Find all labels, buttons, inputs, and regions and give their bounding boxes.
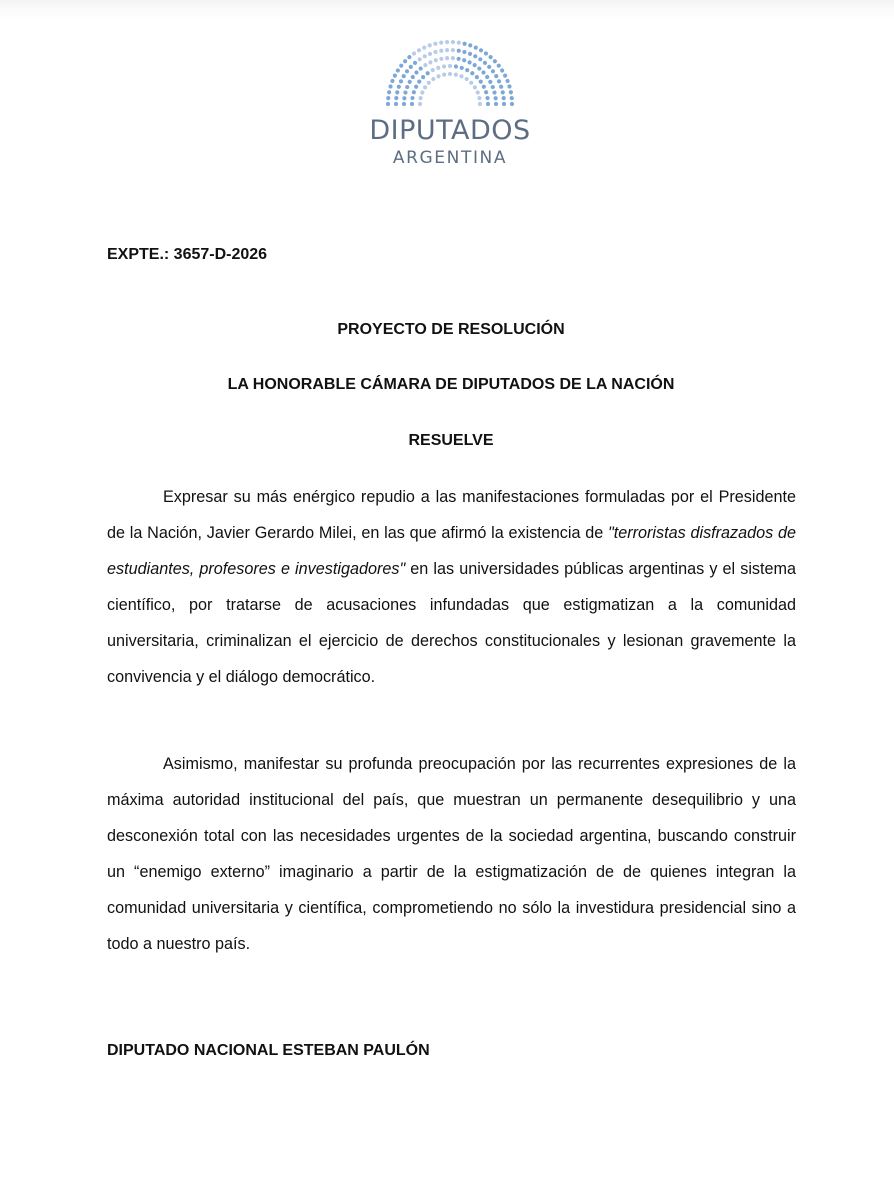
seat-dot — [414, 85, 418, 89]
seat-dot — [462, 58, 466, 62]
seat-dot — [439, 49, 443, 53]
seat-dot — [427, 81, 431, 85]
seat-dot — [469, 81, 473, 85]
seat-dot — [407, 55, 411, 59]
seat-dot — [473, 54, 477, 58]
seat-dot — [460, 66, 464, 70]
seat-dot — [477, 96, 481, 100]
seat-dot — [485, 96, 489, 100]
seat-dot — [388, 84, 392, 88]
seat-dot — [418, 96, 422, 100]
seat-dot — [418, 102, 422, 106]
seat-dot — [477, 66, 481, 70]
seat-dot — [494, 96, 498, 100]
seat-dot — [457, 49, 461, 53]
seat-dot — [423, 63, 427, 67]
seat-dot — [503, 73, 507, 77]
seat-dot — [479, 48, 483, 52]
seat-dot — [478, 57, 482, 61]
seat-dot — [451, 56, 455, 60]
seat-dot — [414, 70, 418, 74]
seat-dot — [473, 63, 477, 67]
seat-dot — [390, 79, 394, 83]
seat-dot — [386, 102, 390, 106]
paragraph-1-intro: Expresar su más enérgico repudio a las manifestaciones formuladas por el Presidente de la Nación, Javier Gerardo Milei, en las que afirmó la existencia de — [107, 488, 796, 542]
seat-dot — [428, 52, 432, 56]
seat-dot — [420, 90, 424, 94]
chamber-heading: LA HONORABLE CÁMARA DE DIPUTADOS DE LA NACIÓN — [227, 376, 675, 393]
seat-dot — [396, 68, 400, 72]
paragraph-1-quote: "terroristas disfrazados de estudiantes, profesores e investigadores" — [107, 524, 797, 578]
resolution-paragraph-2: Asimismo, manifestar su profunda preocupación por las recurrentes expresiones de la máxima autoridad institucional del país, que muestran un permanente desequilibrio y una desconexión total con las necesidades urgentes de la sociedad argentina, buscando construir un “enemigo externo” imaginario a partir de la estigmatización de de quienes integran la comunidad universitaria y científica, comprometiendo no sólo la investidura presidencial sino a todo a nuestro país. — [107, 755, 796, 953]
seat-dot — [411, 75, 415, 79]
seat-dot — [497, 64, 501, 68]
seat-dot — [431, 77, 435, 81]
seat-dot — [484, 51, 488, 55]
seat-dot — [474, 46, 478, 50]
seat-dot — [403, 59, 407, 63]
seat-dot — [457, 41, 461, 45]
seat-dot — [434, 58, 438, 62]
seat-dot — [423, 85, 427, 89]
seat-dot — [499, 85, 503, 89]
seat-dot — [445, 56, 449, 60]
seat-dot — [507, 84, 511, 88]
seat-dot — [491, 69, 495, 73]
paragraph-1-rest: en las universidades públicas argentinas y el sistema científico, por tratarse de acusaciones infundadas que estigmatizan a la comunidad universitaria, criminalizan el ejercicio de derechos constitucionales y lesionan gravemente la convivencia y el diálogo democrático. — [107, 560, 796, 686]
seat-dot — [402, 74, 406, 78]
seat-dot — [397, 85, 401, 89]
seat-dot — [492, 90, 496, 94]
seat-dot — [448, 72, 452, 76]
resolution-paragraph-1 — [107, 479, 796, 695]
seat-dot — [442, 64, 446, 68]
seat-dot — [465, 77, 469, 81]
logo-title: DIPUTADOS — [369, 115, 531, 146]
seat-dot — [413, 61, 417, 65]
seat-dot — [488, 80, 492, 84]
seat-dot — [491, 85, 495, 89]
seat-dot — [395, 90, 399, 94]
seat-dot — [428, 43, 432, 47]
seat-dot — [486, 102, 490, 106]
seat-dot — [421, 75, 425, 79]
seat-dot — [451, 48, 455, 52]
document-type-heading: PROYECTO DE RESOLUCIÓN — [337, 321, 565, 338]
seat-dot — [478, 102, 482, 106]
seat-dot — [405, 69, 409, 73]
signature-line: DIPUTADO NACIONAL ESTEBAN PAULÓN — [107, 1042, 430, 1059]
file-number: EXPTE.: 3657-D-2026 — [107, 246, 268, 263]
seat-dot — [481, 70, 485, 74]
seat-dot — [418, 57, 422, 61]
seat-dot — [494, 102, 498, 106]
seat-dot — [386, 96, 390, 100]
seat-dot — [436, 66, 440, 70]
seat-dot — [394, 102, 398, 106]
seat-dot — [419, 66, 423, 70]
seat-dot — [482, 85, 486, 89]
seat-dot — [423, 54, 427, 58]
seat-dot — [483, 61, 487, 65]
seat-dot — [409, 65, 413, 69]
seat-dot — [399, 64, 403, 68]
seat-dot — [445, 40, 449, 44]
seat-dot — [402, 96, 406, 100]
seat-dot — [403, 90, 407, 94]
seat-dot — [500, 68, 504, 72]
seat-dot — [505, 79, 509, 83]
seat-dot — [439, 41, 443, 45]
seat-dot — [412, 90, 416, 94]
seat-dot — [489, 55, 493, 59]
seat-dot — [433, 42, 437, 46]
seat-dot — [442, 72, 446, 76]
seat-dot — [448, 64, 452, 68]
seat-dot — [468, 52, 472, 56]
seat-dot — [402, 102, 406, 106]
seat-dot — [454, 64, 458, 68]
seat-dot — [479, 80, 483, 84]
seat-dot — [399, 79, 403, 83]
seat-dot — [502, 96, 506, 100]
seat-dot — [470, 71, 474, 75]
chamber-arc-icon — [386, 36, 514, 106]
seat-dot — [387, 90, 391, 94]
seat-dot — [445, 48, 449, 52]
seat-dot — [476, 90, 480, 94]
seat-dot — [431, 68, 435, 72]
seat-dot — [475, 75, 479, 79]
resolve-heading: RESUELVE — [408, 432, 494, 449]
seat-dot — [439, 57, 443, 61]
seat-dot — [487, 65, 491, 69]
seat-dot — [501, 90, 505, 94]
seat-dot — [417, 48, 421, 52]
seat-dot — [462, 50, 466, 54]
seat-dot — [497, 79, 501, 83]
seat-dot — [457, 57, 461, 61]
logo-subtitle: ARGENTINA — [392, 148, 508, 168]
diputados-logo — [360, 36, 540, 171]
seat-dot — [485, 75, 489, 79]
seat-dot — [468, 43, 472, 47]
seat-dot — [410, 102, 414, 106]
seat-dot — [405, 85, 409, 89]
seat-dot — [410, 96, 414, 100]
seat-dot — [412, 51, 416, 55]
seat-dot — [433, 50, 437, 54]
seat-dot — [428, 60, 432, 64]
seat-dot — [451, 40, 455, 44]
seat-dot — [473, 85, 477, 89]
seat-dot — [510, 96, 514, 100]
seat-dot — [454, 72, 458, 76]
seat-dot — [422, 46, 426, 50]
seat-dot — [502, 102, 506, 106]
seat-dot — [394, 96, 398, 100]
seat-dot — [465, 68, 469, 72]
seat-dot — [463, 42, 467, 46]
seat-dot — [494, 74, 498, 78]
seat-dot — [426, 71, 430, 75]
seat-dot — [509, 90, 513, 94]
seat-dot — [417, 80, 421, 84]
seat-dot — [467, 60, 471, 64]
seat-dot — [510, 102, 514, 106]
seat-dot — [408, 80, 412, 84]
seat-dot — [493, 59, 497, 63]
seat-dot — [436, 74, 440, 78]
seat-dot — [484, 90, 488, 94]
seat-dot — [459, 74, 463, 78]
seat-dot — [393, 73, 397, 77]
